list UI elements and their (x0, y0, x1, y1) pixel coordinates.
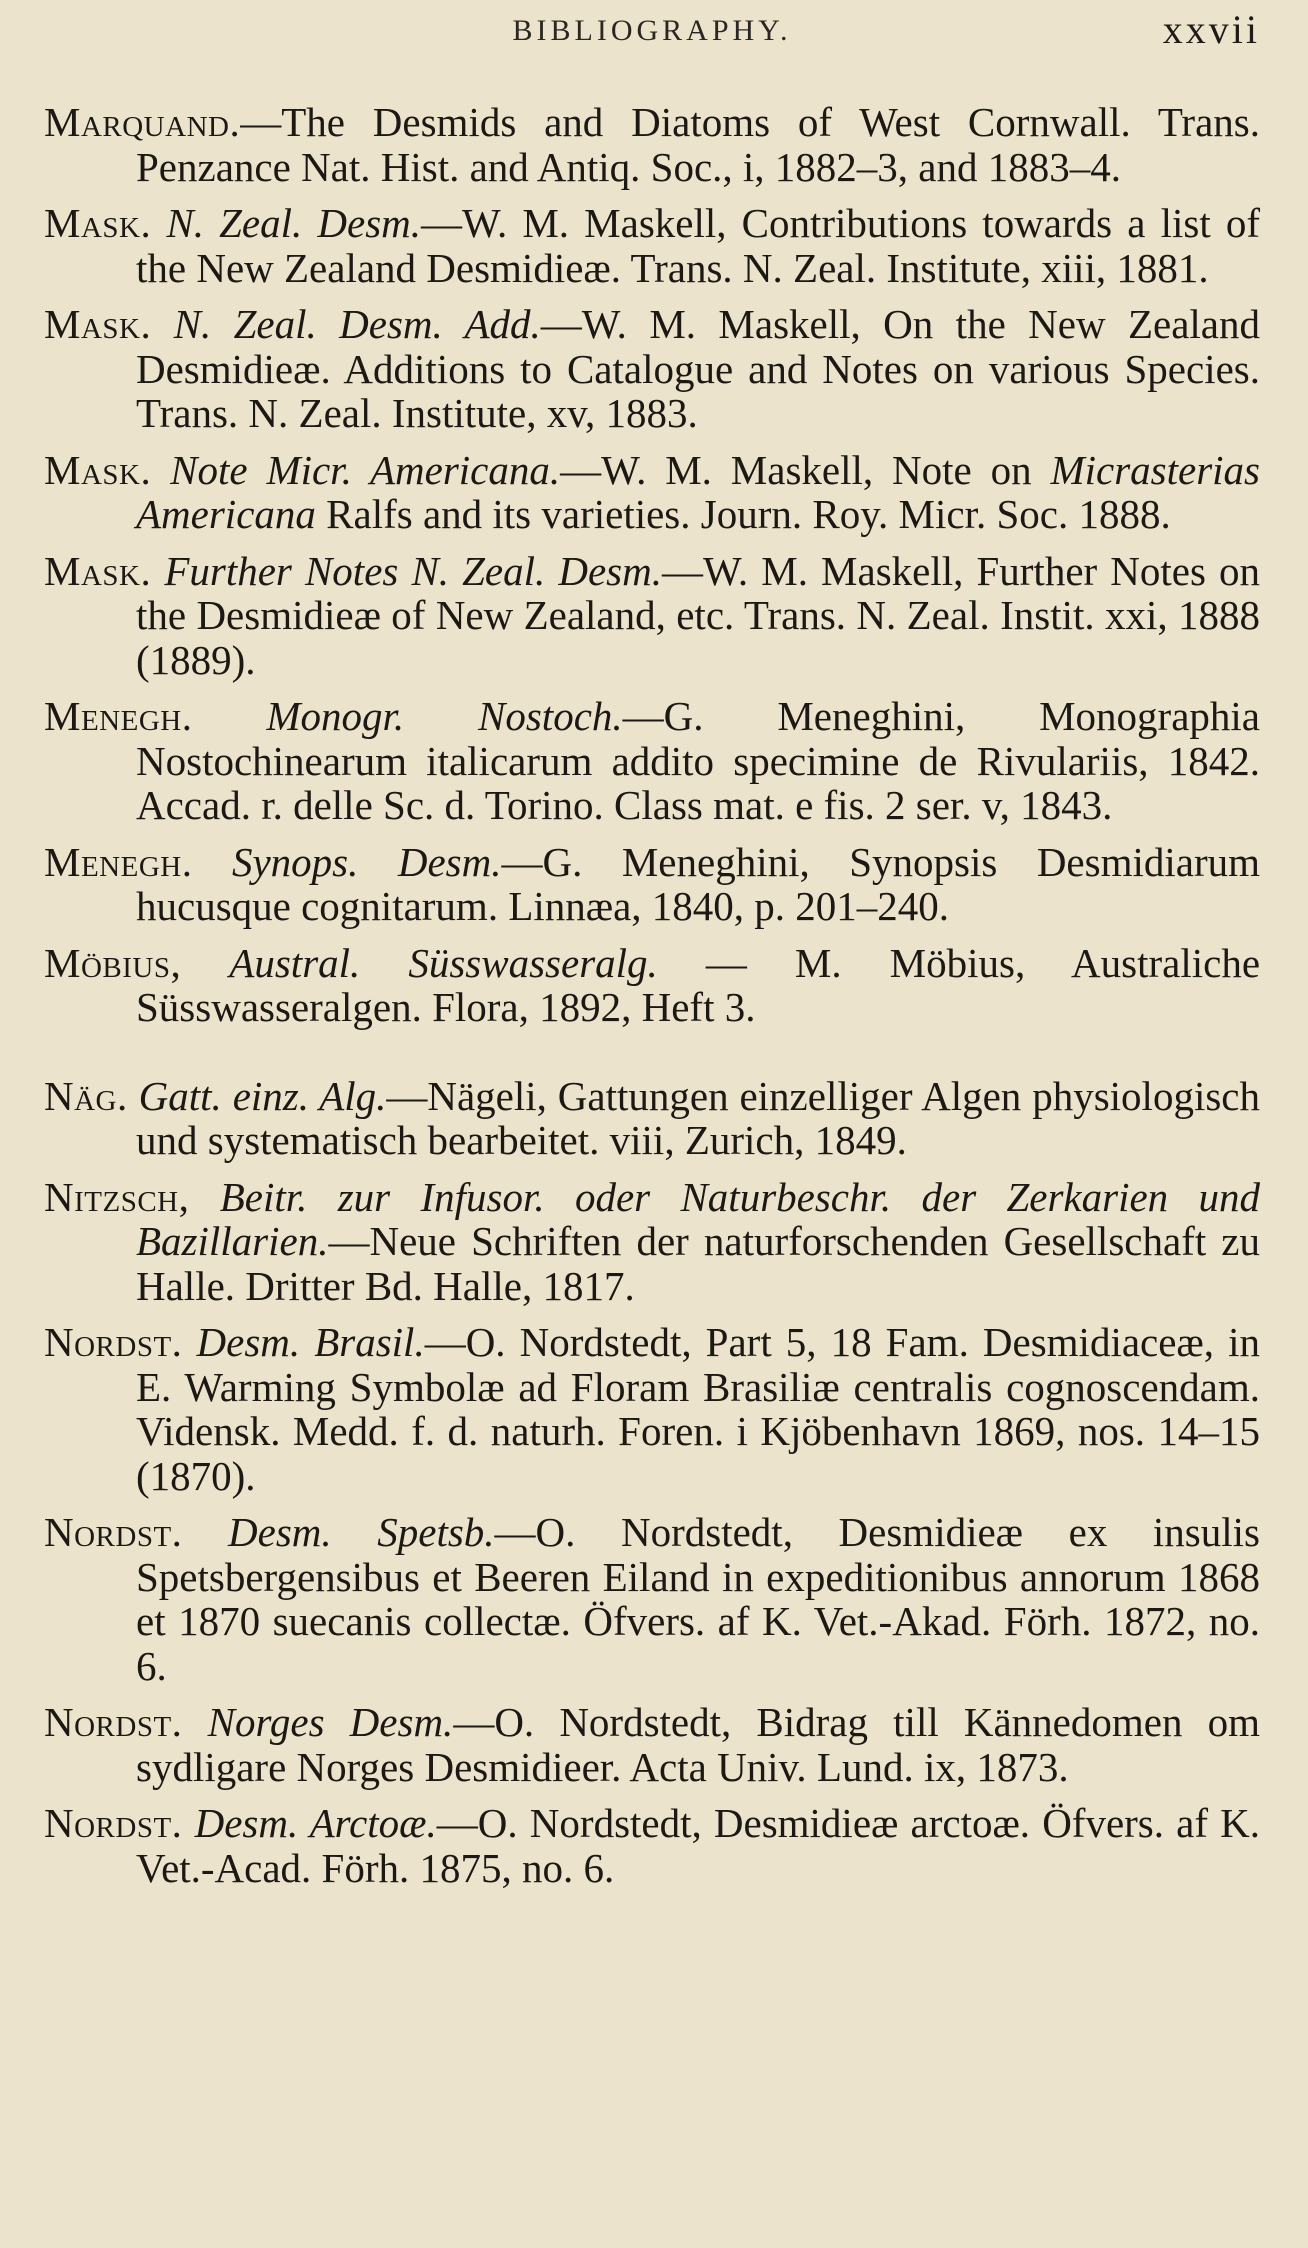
bibliography-entry (44, 448, 1260, 537)
entry-text: —The Desmids and Diatoms of West Cornwall. Trans. Penzance Nat. Hist. and Antiq. Soc., i, 1882–3, and 1883–4. (136, 99, 1260, 190)
bibliography-entry (44, 941, 1260, 1030)
entry-text: —O. Nordstedt, Desmidieæ arctoæ. Öfvers. af K. Vet.-Acad. Förh. 1875, no. 6. (136, 1800, 1261, 1891)
author-abbrev: Mask. (44, 547, 152, 594)
author-abbrev: Nordst. (44, 1319, 183, 1365)
taxon-name: Micrasterias Americana (136, 446, 1261, 537)
entry-text: —O. Nordstedt, Bidrag till Kännedomen om sydligare Norges Desmidieer. Acta Univ. Lund. ix, 1873. (136, 1699, 1261, 1790)
work-abbrev: Monogr. Nostoch. (266, 693, 623, 739)
author-abbrev: Menegh. (44, 838, 193, 885)
entry-text: —G. Meneghini, Monographia Nostochinearum italicarum addito specimine de Rivulariis, 1842. Accad. r. delle Sc. d. Torino. Class mat. e fis. 2 ser. v, 1843. (136, 693, 1260, 828)
bibliography-entry (44, 1175, 1260, 1309)
bibliography-entry (44, 1510, 1260, 1688)
running-head (44, 0, 1260, 100)
author-abbrev: Mask. (44, 446, 152, 493)
work-abbrev: Desm. Brasil. (196, 1319, 425, 1365)
work-abbrev: Note Micr. Americana. (170, 446, 561, 493)
page-title: BIBLIOGRAPHY. (512, 14, 792, 47)
entry-text: —G. Meneghini, Synopsis Desmidiarum hucusque cognitarum. Linnæa, 1840, p. 201–240. (136, 838, 1261, 929)
author-abbrev: Näg. (44, 1072, 128, 1119)
entry-text: —Neue Schriften der naturforschenden Gesellschaft zu Halle. Dritter Bd. Halle, 1817. (136, 1218, 1260, 1309)
work-abbrev: N. Zeal. Desm. (166, 200, 422, 246)
entry-text: —W. M. Maskell, On the New Zealand Desmidieæ. Additions to Catalogue and Notes on various Species. Trans. N. Zeal. Institute, xv, 1883. (136, 301, 1261, 436)
bibliography-entry (44, 100, 1260, 189)
entry-text: —W. M. Maskell, Further Notes on the Desmidieæ of New Zealand, etc. Trans. N. Zeal. Instit. xxi, 1888 (1889). (136, 547, 1261, 683)
entry-text-continued: Ralfs and its varieties. Journ. Roy. Micr. Soc. 1888. (315, 491, 1171, 537)
author-abbrev: Nitzsch, (44, 1173, 190, 1220)
work-abbrev: N. Zeal. Desm. Add. (173, 301, 541, 347)
bibliography-list (44, 100, 1260, 1890)
bibliography-entry (44, 694, 1260, 828)
entry-text: —W. M. Maskell, Contributions towards a list of the New Zealand Desmidieæ. Trans. N. Zeal. Institute, xiii, 1881. (136, 200, 1261, 291)
bibliography-entry (44, 1801, 1260, 1890)
author-abbrev: Mask. (44, 301, 152, 347)
work-abbrev: Synops. Desm. (231, 838, 502, 885)
work-abbrev: Desm. Spetsb. (228, 1509, 495, 1555)
entry-text: —W. M. Maskell, Note on (560, 446, 1051, 493)
bibliography-entry (44, 201, 1260, 290)
author-abbrev: Mask. (44, 200, 152, 246)
entry-text: — M. Möbius, Australiche Süsswasseralgen. Flora, 1892, Heft 3. (136, 939, 1261, 1030)
bibliography-entry (44, 1700, 1260, 1789)
work-abbrev: Beitr. zur Infusor. oder Naturbeschr. der Zerkarien und Bazillarien. (136, 1173, 1261, 1264)
bibliography-entry (44, 1320, 1260, 1498)
bibliography-entry (44, 1074, 1260, 1163)
author-abbrev: Nordst. (44, 1509, 183, 1555)
bibliography-entry (44, 840, 1260, 929)
author-abbrev: Menegh. (44, 693, 193, 739)
entry-text: —Nägeli, Gattungen einzelliger Algen physiologisch und systematisch bearbeitet. viii, Zurich, 1849. (136, 1072, 1260, 1163)
work-abbrev: Norges Desm. (207, 1699, 454, 1745)
work-abbrev: Further Notes N. Zeal. Desm. (164, 547, 662, 594)
entry-text: —O. Nordstedt, Desmidieæ ex insulis Spetsbergensibus et Beeren Eiland in expeditionibus annorum 1868 et 1870 suecanis collectæ. Öfvers. af K. Vet.-Akad. Förh. 1872, no. 6. (136, 1509, 1260, 1689)
work-abbrev: Gatt. einz. Alg. (138, 1072, 387, 1119)
author-abbrev: Nordst. (44, 1800, 183, 1846)
author-abbrev: Marquand. (44, 99, 241, 145)
entry-text: —O. Nordstedt, Part 5, 18 Fam. Desmidiaceæ, in E. Warming Symbolæ ad Floram Brasiliæ centralis cognoscendam. Vidensk. Medd. f. d. naturh. Foren. i Kjöbenhavn 1869, nos. 14–15 (1870). (136, 1319, 1260, 1499)
page-number: xxvii (1162, 7, 1260, 52)
author-abbrev: Möbius, (44, 939, 182, 986)
author-abbrev: Nordst. (44, 1699, 183, 1745)
bibliography-entry (44, 549, 1260, 683)
bibliography-entry (44, 302, 1260, 436)
work-abbrev: Desm. Arctoæ. (194, 1800, 437, 1846)
work-abbrev: Austral. Süsswasseralg. (229, 939, 658, 986)
